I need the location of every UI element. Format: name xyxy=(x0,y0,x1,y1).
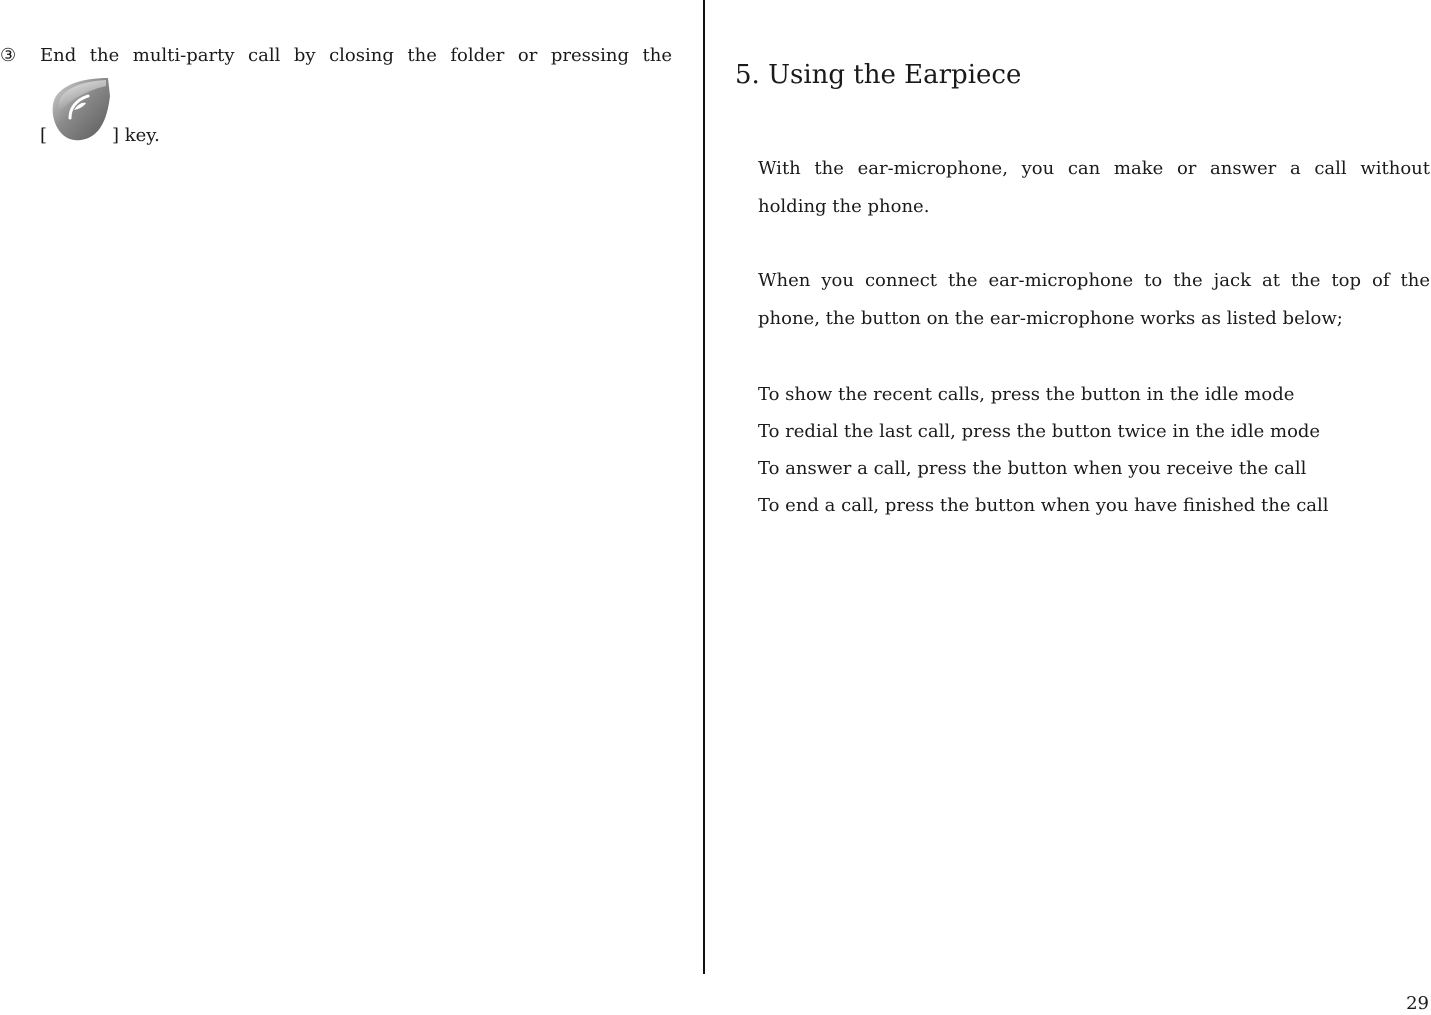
key-close-bracket: ] key. xyxy=(112,125,160,146)
button-functions-list xyxy=(758,376,1430,524)
list-item: To redial the last call, press the button twice in the idle mode xyxy=(758,421,1321,442)
section-heading: 5. Using the Earpiece xyxy=(735,60,1022,90)
paragraph-connect-line-2: phone, the button on the ear-microphone works as listed below; xyxy=(758,308,1343,329)
paragraph-intro-line-1: With the ear-microphone, you can make or answer a call without xyxy=(758,158,1430,179)
paragraph-connect-line-1: When you connect the ear-microphone to the jack at the top of the xyxy=(758,270,1430,291)
paragraph-intro-line-2: holding the phone. xyxy=(758,196,930,217)
step-text: End the multi-party call by closing the folder or pressing the xyxy=(40,45,672,66)
end-call-key-icon xyxy=(48,76,110,144)
key-open-bracket: [ xyxy=(40,125,48,146)
column-divider xyxy=(703,0,705,974)
paragraph-connect xyxy=(758,262,1430,338)
step-number: ③ xyxy=(0,45,17,66)
list-item: To show the recent calls, press the button in the idle mode xyxy=(758,384,1295,405)
list-item: To answer a call, press the button when you receive the call xyxy=(758,458,1307,479)
list-item: To end a call, press the button when you have finished the call xyxy=(758,495,1329,516)
paragraph-intro xyxy=(758,150,1430,226)
page-number: 29 xyxy=(1406,993,1429,1014)
